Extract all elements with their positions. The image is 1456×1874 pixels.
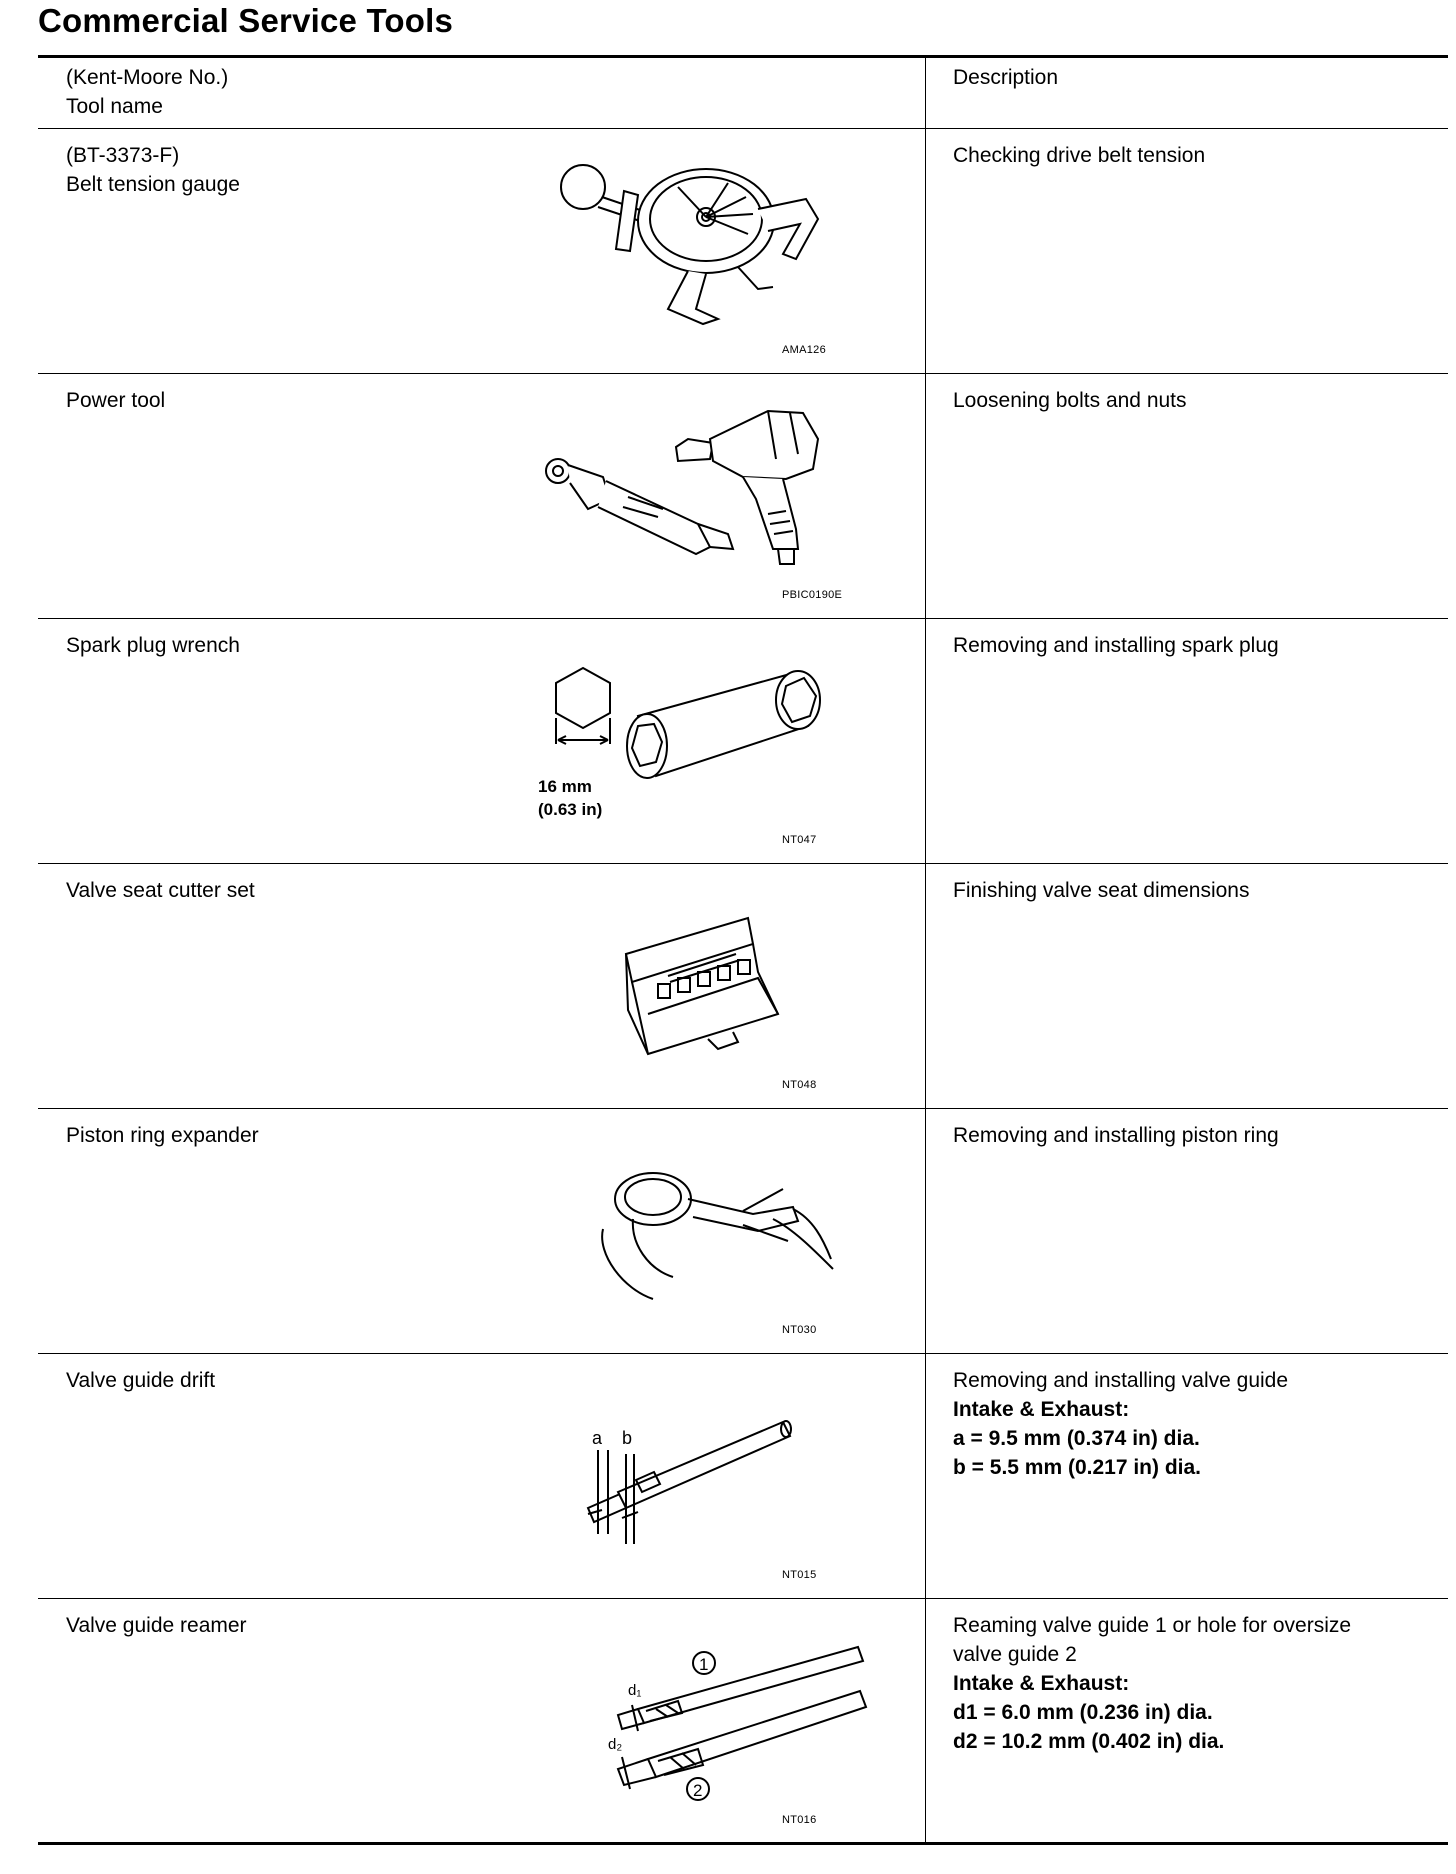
- table-row: [38, 374, 1448, 618]
- spec-heading: Intake & Exhaust:: [953, 1398, 1130, 1421]
- header-description: Description: [953, 66, 1059, 89]
- spark-plug-dim-mm: 16 mm: [538, 777, 592, 796]
- spec-line-b: b = 5.5 mm (0.217 in) dia.: [953, 1456, 1202, 1479]
- label-2: 2: [693, 1781, 703, 1800]
- tool-description-line2: valve guide 2: [953, 1643, 1077, 1666]
- image-code: NT047: [782, 834, 817, 846]
- tool-name: Belt tension gauge: [66, 173, 240, 196]
- tool-name-cell: [66, 631, 546, 660]
- tool-description: Removing and installing valve guide: [953, 1369, 1289, 1392]
- image-code: NT030: [782, 1324, 817, 1336]
- valve-guide-reamer-icon: [578, 1639, 878, 1804]
- table-row: [38, 1599, 1448, 1842]
- tool-description-cell: [953, 1366, 1443, 1482]
- image-code: NT048: [782, 1079, 817, 1091]
- tool-name: Piston ring expander: [66, 1124, 259, 1147]
- table-row: [38, 619, 1448, 863]
- image-code: AMA126: [782, 344, 826, 356]
- header-tool-name: [66, 63, 546, 121]
- spec-heading: Intake & Exhaust:: [953, 1672, 1130, 1695]
- tool-name: Spark plug wrench: [66, 634, 240, 657]
- image-code: PBIC0190E: [782, 589, 843, 601]
- label-d1: d₁: [628, 1682, 642, 1699]
- tool-name: Valve seat cutter set: [66, 879, 255, 902]
- tool-description: Finishing valve seat dimensions: [953, 879, 1250, 902]
- spark-plug-dim-in: (0.63 in): [538, 800, 603, 819]
- tool-description: Removing and installing piston ring: [953, 1124, 1279, 1147]
- power-tool-icon: [528, 399, 888, 584]
- page-title: Commercial Service Tools: [38, 2, 454, 39]
- table-row: [38, 129, 1448, 373]
- image-code: NT015: [782, 1569, 817, 1581]
- label-a: a: [592, 1428, 603, 1448]
- tool-name: Power tool: [66, 389, 166, 412]
- table-row: [38, 1109, 1448, 1353]
- label-d2: d₂: [608, 1736, 623, 1753]
- image-code: NT016: [782, 1814, 817, 1826]
- table-row: [38, 1354, 1448, 1598]
- valve-guide-drift-icon: [578, 1414, 878, 1564]
- tool-name-cell: [66, 141, 546, 199]
- tool-name: Valve guide drift: [66, 1369, 216, 1392]
- header-kent-moore-label: (Kent-Moore No.): [66, 66, 229, 89]
- table-row: [38, 864, 1448, 1108]
- table-header: [38, 56, 1448, 128]
- tool-name-cell: [66, 1366, 546, 1395]
- tool-name: Valve guide reamer: [66, 1614, 247, 1637]
- tool-name-cell: [66, 1611, 546, 1640]
- tool-name-cell: [66, 386, 546, 415]
- tool-description-line1: Reaming valve guide 1 or hole for oversize: [953, 1614, 1352, 1637]
- label-1: 1: [699, 1655, 709, 1674]
- spec-line-d1: d1 = 6.0 mm (0.236 in) dia.: [953, 1701, 1213, 1724]
- belt-tension-gauge-icon: [528, 139, 868, 339]
- valve-seat-cutter-set-icon: [618, 914, 818, 1074]
- piston-ring-expander-icon: [593, 1159, 853, 1319]
- spec-line-d2: d2 = 10.2 mm (0.402 in) dia.: [953, 1730, 1225, 1753]
- spec-line-a: a = 9.5 mm (0.374 in) dia.: [953, 1427, 1200, 1450]
- tool-description: Checking drive belt tension: [953, 144, 1206, 167]
- tool-name-cell: [66, 1121, 546, 1150]
- table-bottom-rule: [38, 1842, 1448, 1845]
- label-b: b: [622, 1428, 633, 1448]
- tool-description: Removing and installing spark plug: [953, 634, 1279, 657]
- kent-moore-number: (BT-3373-F): [66, 144, 180, 167]
- tool-name-cell: [66, 876, 546, 905]
- tool-description-cell: [953, 1611, 1443, 1756]
- tool-description: Loosening bolts and nuts: [953, 389, 1187, 412]
- header-tool-name-label: Tool name: [66, 95, 163, 118]
